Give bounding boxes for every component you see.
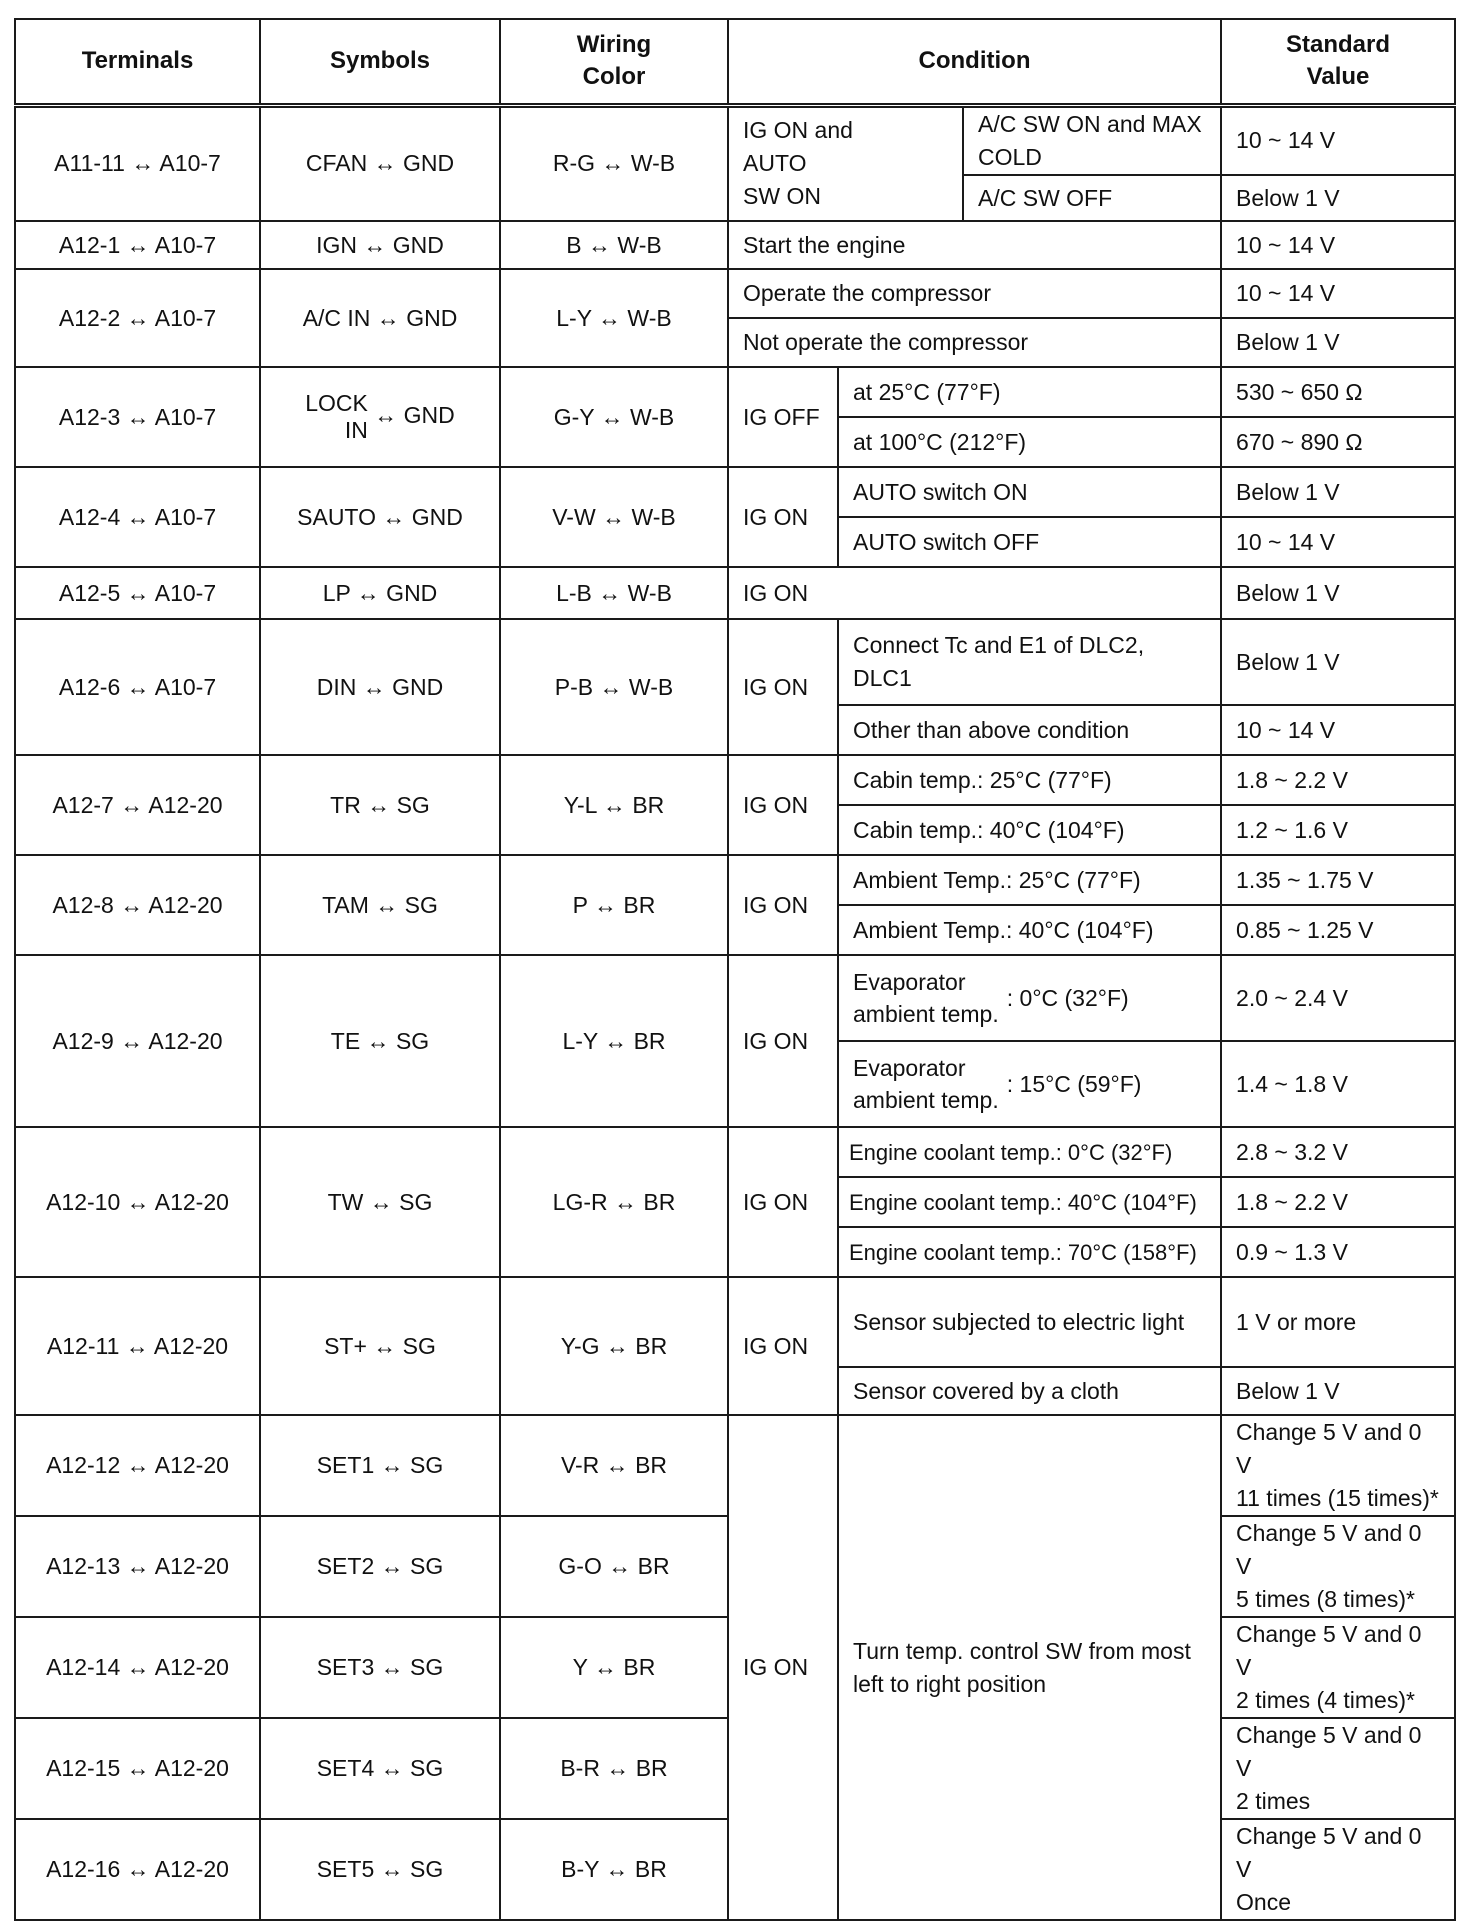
sub-condition-cell: at 25°C (77°F) bbox=[838, 367, 1221, 417]
table-row bbox=[15, 367, 1455, 417]
sub-condition-cell: Engine coolant temp.: 0°C (32°F) bbox=[838, 1127, 1221, 1177]
condition-cell: IG OFF bbox=[728, 367, 838, 467]
value-line: Once bbox=[1236, 1889, 1292, 1915]
condition-cell: IG ON bbox=[728, 955, 838, 1127]
evaporator-temp: : 15°C (59°F) bbox=[1006, 1070, 1142, 1097]
value-cell: 1.8 ~ 2.2 V bbox=[1221, 755, 1455, 805]
value-cell: 670 ~ 890 Ω bbox=[1221, 417, 1455, 467]
value-cell: 0.9 ~ 1.3 V bbox=[1221, 1227, 1455, 1277]
symbol-cell: DIN ↔ GND bbox=[260, 619, 500, 755]
symbol-cell: SET1 ↔ SG bbox=[260, 1415, 500, 1516]
header-symbols: Symbols bbox=[260, 19, 500, 105]
sub-condition-cell bbox=[838, 955, 1221, 1041]
wiring-cell: G-O ↔ BR bbox=[500, 1516, 728, 1617]
table-row bbox=[15, 619, 1455, 705]
value-cell: 10 ~ 14 V bbox=[1221, 221, 1455, 269]
symbol-cell: SET3 ↔ SG bbox=[260, 1617, 500, 1718]
wiring-cell: P-B ↔ W-B bbox=[500, 619, 728, 755]
terminal-cell: A12-1 ↔ A10-7 bbox=[15, 221, 260, 269]
condition-cell: IG ON bbox=[728, 1127, 838, 1277]
wiring-cell: R-G ↔ W-B bbox=[500, 105, 728, 221]
evaporator-label bbox=[853, 966, 999, 1030]
sub-condition-cell: A/C SW ON and MAX COLD bbox=[963, 105, 1221, 175]
sub-condition-cell: at 100°C (212°F) bbox=[838, 417, 1221, 467]
sub-condition-cell: Engine coolant temp.: 70°C (158°F) bbox=[838, 1227, 1221, 1277]
terminal-cell: A12-10 ↔ A12-20 bbox=[15, 1127, 260, 1277]
value-line: Change 5 V and 0 V bbox=[1236, 1621, 1422, 1680]
wiring-cell: L-Y ↔ BR bbox=[500, 955, 728, 1127]
evaporator-label-line2: ambient temp. bbox=[853, 1087, 999, 1113]
header-value-line2: Value bbox=[1306, 63, 1370, 91]
wiring-cell: Y ↔ BR bbox=[500, 1617, 728, 1718]
value-cell bbox=[1221, 1718, 1455, 1819]
value-line: Change 5 V and 0 V bbox=[1236, 1419, 1422, 1478]
wiring-cell: L-Y ↔ W-B bbox=[500, 269, 728, 367]
evaporator-label-line2: ambient temp. bbox=[853, 1001, 999, 1027]
value-cell: Below 1 V bbox=[1221, 619, 1455, 705]
evaporator-condition bbox=[853, 966, 1129, 1030]
terminal-cell: A12-3 ↔ A10-7 bbox=[15, 367, 260, 467]
symbol-cell: SET2 ↔ SG bbox=[260, 1516, 500, 1617]
table-row bbox=[15, 955, 1455, 1041]
wiring-cell: B-R ↔ BR bbox=[500, 1718, 728, 1819]
terminal-cell: A12-2 ↔ A10-7 bbox=[15, 269, 260, 367]
symbol-cell: TW ↔ SG bbox=[260, 1127, 500, 1277]
symbol-top: LOCK bbox=[305, 390, 368, 416]
header-wiring-line2: Color bbox=[582, 63, 646, 91]
value-line: 2 times bbox=[1236, 1788, 1311, 1814]
value-line: 11 times (15 times)* bbox=[1236, 1485, 1439, 1511]
wiring-cell: L-B ↔ W-B bbox=[500, 567, 728, 619]
symbol-cell: TAM ↔ SG bbox=[260, 855, 500, 955]
table-row bbox=[15, 221, 1455, 269]
table-row bbox=[15, 269, 1455, 318]
symbol-cell: SET4 ↔ SG bbox=[260, 1718, 500, 1819]
condition-cell: IG ON bbox=[728, 855, 838, 955]
value-cell: Below 1 V bbox=[1221, 567, 1455, 619]
header-terminals: Terminals bbox=[15, 19, 260, 105]
header-wiring-color bbox=[500, 19, 728, 105]
terminal-cell: A12-15 ↔ A12-20 bbox=[15, 1718, 260, 1819]
value-cell: 1.4 ~ 1.8 V bbox=[1221, 1041, 1455, 1127]
condition-cell: Start the engine bbox=[728, 221, 1221, 269]
terminal-spec-sheet bbox=[14, 18, 1454, 1921]
symbol-cell: TE ↔ SG bbox=[260, 955, 500, 1127]
value-cell: 1.2 ~ 1.6 V bbox=[1221, 805, 1455, 855]
sub-condition-cell: Other than above condition bbox=[838, 705, 1221, 755]
set-condition-cell: Turn temp. control SW from most left to right position bbox=[838, 1415, 1221, 1920]
terminal-cell: A12-7 ↔ A12-20 bbox=[15, 755, 260, 855]
wiring-cell: Y-L ↔ BR bbox=[500, 755, 728, 855]
symbol-cell: TR ↔ SG bbox=[260, 755, 500, 855]
evaporator-temp: : 0°C (32°F) bbox=[1006, 984, 1129, 1011]
sub-condition-cell: Sensor covered by a cloth bbox=[838, 1367, 1221, 1415]
value-line: Change 5 V and 0 V bbox=[1236, 1722, 1422, 1781]
symbol-cell: A/C IN ↔ GND bbox=[260, 269, 500, 367]
table-row bbox=[15, 755, 1455, 805]
table-row bbox=[15, 1127, 1455, 1177]
condition-cell: Operate the compressor bbox=[728, 269, 1221, 318]
wiring-cell: G-Y ↔ W-B bbox=[500, 367, 728, 467]
value-cell: 2.0 ~ 2.4 V bbox=[1221, 955, 1455, 1041]
symbol-cell: ST+ ↔ SG bbox=[260, 1277, 500, 1415]
value-cell: 10 ~ 14 V bbox=[1221, 517, 1455, 567]
wiring-cell: P ↔ BR bbox=[500, 855, 728, 955]
value-cell: 10 ~ 14 V bbox=[1221, 269, 1455, 318]
condition-line: SW ON bbox=[743, 183, 821, 210]
condition-cell: IG ON bbox=[728, 1277, 838, 1415]
value-line: 2 times (4 times)* bbox=[1236, 1687, 1415, 1713]
terminal-cell: A12-5 ↔ A10-7 bbox=[15, 567, 260, 619]
wiring-cell: B ↔ W-B bbox=[500, 221, 728, 269]
condition-cell: IG ON bbox=[728, 1415, 838, 1920]
symbol-tail: ↔ GND bbox=[374, 402, 455, 429]
table-row bbox=[15, 1415, 1455, 1516]
evaporator-label-line1: Evaporator bbox=[853, 1055, 966, 1081]
wiring-cell: V-W ↔ W-B bbox=[500, 467, 728, 567]
terminal-cell: A12-11 ↔ A12-20 bbox=[15, 1277, 260, 1415]
header-value-line1: Standard bbox=[1286, 31, 1391, 59]
sub-condition-cell: A/C SW OFF bbox=[963, 175, 1221, 221]
evaporator-condition bbox=[853, 1052, 1141, 1116]
value-cell: Below 1 V bbox=[1221, 318, 1455, 367]
condition-cell: IG ON bbox=[728, 567, 1221, 619]
condition-cell: Not operate the compressor bbox=[728, 318, 1221, 367]
wiring-cell: Y-G ↔ BR bbox=[500, 1277, 728, 1415]
symbol-cell: SET5 ↔ SG bbox=[260, 1819, 500, 1920]
terminal-cell: A11-11 ↔ A10-7 bbox=[15, 105, 260, 221]
symbol-cell: IGN ↔ GND bbox=[260, 221, 500, 269]
symbol-cell: SAUTO ↔ GND bbox=[260, 467, 500, 567]
symbol-cell: CFAN ↔ GND bbox=[260, 105, 500, 221]
terminal-spec-table bbox=[14, 18, 1456, 1921]
table-row bbox=[15, 855, 1455, 905]
wiring-cell: LG-R ↔ BR bbox=[500, 1127, 728, 1277]
value-cell bbox=[1221, 1819, 1455, 1920]
sub-condition-cell: Engine coolant temp.: 40°C (104°F) bbox=[838, 1177, 1221, 1227]
terminal-cell: A12-4 ↔ A10-7 bbox=[15, 467, 260, 567]
condition-cell: IG ON bbox=[728, 619, 838, 755]
table-row bbox=[15, 1277, 1455, 1367]
condition-cell bbox=[728, 105, 963, 221]
sub-condition-cell: Connect Tc and E1 of DLC2, DLC1 bbox=[838, 619, 1221, 705]
sub-condition-cell: AUTO switch ON bbox=[838, 467, 1221, 517]
sub-condition-cell bbox=[838, 1041, 1221, 1127]
value-cell: 1 V or more bbox=[1221, 1277, 1455, 1367]
header-row bbox=[15, 19, 1455, 105]
condition-cell: IG ON bbox=[728, 755, 838, 855]
value-cell: Below 1 V bbox=[1221, 175, 1455, 221]
symbol-bottom: IN bbox=[344, 417, 368, 443]
symbol-cell: LP ↔ GND bbox=[260, 567, 500, 619]
table-row bbox=[15, 467, 1455, 517]
sub-condition-cell: Sensor subjected to electric light bbox=[838, 1277, 1221, 1367]
terminal-cell: A12-14 ↔ A12-20 bbox=[15, 1617, 260, 1718]
table-row bbox=[15, 567, 1455, 619]
value-cell bbox=[1221, 1415, 1455, 1516]
value-line: Change 5 V and 0 V bbox=[1236, 1520, 1422, 1579]
table-row bbox=[15, 105, 1455, 175]
value-cell bbox=[1221, 1516, 1455, 1617]
value-cell: 1.8 ~ 2.2 V bbox=[1221, 1177, 1455, 1227]
header-standard-value bbox=[1221, 19, 1455, 105]
terminal-cell: A12-8 ↔ A12-20 bbox=[15, 855, 260, 955]
header-wiring-line1: Wiring bbox=[576, 31, 652, 59]
value-cell: 0.85 ~ 1.25 V bbox=[1221, 905, 1455, 955]
header-condition: Condition bbox=[728, 19, 1221, 105]
terminal-cell: A12-6 ↔ A10-7 bbox=[15, 619, 260, 755]
condition-line: AUTO bbox=[743, 150, 807, 177]
condition-cell: IG ON bbox=[728, 467, 838, 567]
value-line: 5 times (8 times)* bbox=[1236, 1586, 1415, 1612]
terminal-cell: A12-9 ↔ A12-20 bbox=[15, 955, 260, 1127]
value-cell: 530 ~ 650 Ω bbox=[1221, 367, 1455, 417]
wiring-cell: V-R ↔ BR bbox=[500, 1415, 728, 1516]
value-cell: Below 1 V bbox=[1221, 467, 1455, 517]
terminal-cell: A12-12 ↔ A12-20 bbox=[15, 1415, 260, 1516]
value-cell: Below 1 V bbox=[1221, 1367, 1455, 1415]
value-line: Change 5 V and 0 V bbox=[1236, 1823, 1422, 1882]
evaporator-label-line1: Evaporator bbox=[853, 969, 966, 995]
sub-condition-cell: Cabin temp.: 25°C (77°F) bbox=[838, 755, 1221, 805]
value-cell: 1.35 ~ 1.75 V bbox=[1221, 855, 1455, 905]
sub-condition-cell: Ambient Temp.: 40°C (104°F) bbox=[838, 905, 1221, 955]
wiring-cell: B-Y ↔ BR bbox=[500, 1819, 728, 1920]
value-cell bbox=[1221, 1617, 1455, 1718]
value-cell: 10 ~ 14 V bbox=[1221, 705, 1455, 755]
sub-condition-cell: Cabin temp.: 40°C (104°F) bbox=[838, 805, 1221, 855]
value-cell: 2.8 ~ 3.2 V bbox=[1221, 1127, 1455, 1177]
value-cell: 10 ~ 14 V bbox=[1221, 105, 1455, 175]
evaporator-label bbox=[853, 1052, 999, 1116]
condition-line: IG ON and bbox=[743, 117, 853, 144]
sub-condition-cell: Ambient Temp.: 25°C (77°F) bbox=[838, 855, 1221, 905]
terminal-cell: A12-16 ↔ A12-20 bbox=[15, 1819, 260, 1920]
symbol-cell bbox=[260, 367, 500, 467]
terminal-cell: A12-13 ↔ A12-20 bbox=[15, 1516, 260, 1617]
symbol-stack bbox=[305, 390, 368, 444]
sub-condition-cell: AUTO switch OFF bbox=[838, 517, 1221, 567]
